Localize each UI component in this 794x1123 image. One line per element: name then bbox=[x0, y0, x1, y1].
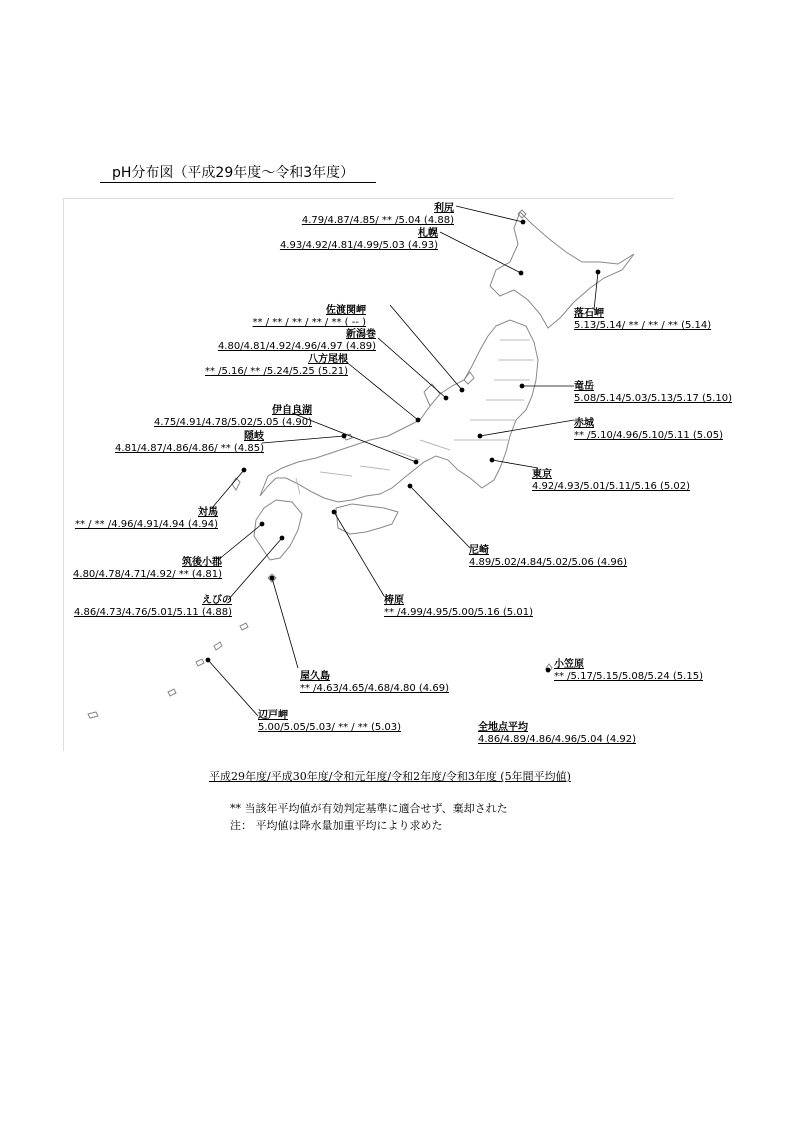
station-name: 利尻 bbox=[434, 203, 454, 214]
station-name: 筑後小郡 bbox=[182, 557, 222, 568]
station-ijira bbox=[154, 405, 312, 429]
station-values: ** /4.63/4.65/4.68/4.80 (4.69) bbox=[300, 683, 449, 694]
station-name: 新潟巻 bbox=[346, 329, 376, 340]
station-name: 伊自良湖 bbox=[272, 405, 312, 416]
station-values: 4.81/4.87/4.86/4.86/ ** (4.85) bbox=[115, 443, 264, 454]
station-akagi bbox=[574, 418, 723, 442]
station-values: 5.00/5.05/5.03/ ** / ** (5.03) bbox=[258, 722, 402, 733]
station-values: ** /5.17/5.15/5.08/5.24 (5.15) bbox=[554, 671, 703, 682]
station-values: 4.75/4.91/4.78/5.02/5.05 (4.90) bbox=[153, 417, 312, 428]
station-values: 4.89/5.02/4.84/5.02/5.06 (4.96) bbox=[469, 557, 628, 568]
station-values: 4.92/4.93/5.01/5.11/5.16 (5.02) bbox=[532, 481, 691, 492]
station-name: 小笠原 bbox=[554, 659, 584, 670]
station-name: 隠岐 bbox=[244, 431, 264, 442]
station-rishiri bbox=[302, 203, 454, 227]
station-name: 尼崎 bbox=[469, 545, 489, 556]
station-values: 4.86/4.89/4.86/4.96/5.04 (4.92) bbox=[478, 734, 637, 745]
station-all-average bbox=[478, 722, 636, 746]
station-niigata bbox=[218, 329, 376, 353]
station-values: 4.86/4.73/4.76/5.01/5.11 (4.88) bbox=[73, 607, 232, 618]
station-name: 赤城 bbox=[574, 418, 594, 429]
station-amagasaki bbox=[469, 545, 627, 569]
kyushu-outline bbox=[254, 500, 302, 560]
station-values: 4.79/4.87/4.85/ ** /5.04 (4.88) bbox=[301, 215, 454, 226]
station-name: 東京 bbox=[532, 469, 552, 480]
station-name: 札幌 bbox=[418, 228, 438, 239]
station-name: 屋久島 bbox=[300, 671, 330, 682]
leader-lines bbox=[206, 206, 600, 716]
station-name: 梼原 bbox=[384, 595, 404, 606]
note-weighted-average: 注： 平均値は降水量加重平均により求めた bbox=[230, 819, 443, 832]
sado-island bbox=[464, 372, 474, 384]
shikoku-outline bbox=[336, 504, 398, 534]
station-values: 5.13/5.14/ ** / ** / ** (5.14) bbox=[574, 320, 712, 331]
noto-peninsula bbox=[424, 384, 440, 406]
station-name: 対馬 bbox=[198, 507, 218, 518]
station-name: 落石岬 bbox=[574, 308, 604, 319]
station-sado bbox=[253, 305, 366, 329]
station-values: 5.08/5.14/5.03/5.13/5.17 (5.10) bbox=[574, 393, 733, 404]
station-name: 八方尾根 bbox=[308, 354, 348, 365]
station-tsushima bbox=[75, 507, 218, 531]
station-ogasawara bbox=[554, 659, 703, 683]
station-name: 佐渡関岬 bbox=[326, 305, 366, 316]
station-yakushima bbox=[300, 671, 449, 695]
station-tappi bbox=[574, 381, 732, 405]
note-rejected: ** 当該年平均値が有効判定基準に適合せず、棄却された bbox=[230, 802, 508, 815]
station-chikugo bbox=[73, 557, 222, 581]
station-values: 4.80/4.81/4.92/4.96/4.97 (4.89) bbox=[217, 341, 376, 352]
station-sapporo bbox=[280, 228, 438, 252]
page-title: pH分布図（平成29年度～令和3年度） bbox=[100, 164, 376, 183]
japan-outline bbox=[88, 210, 634, 718]
station-name: 全地点平均 bbox=[478, 722, 528, 733]
station-values: ** /4.99/4.95/5.00/5.16 (5.01) bbox=[384, 607, 533, 618]
station-name: えびの bbox=[202, 595, 232, 606]
station-yusuhara bbox=[384, 595, 533, 619]
station-name: 辺戸岬 bbox=[258, 710, 288, 721]
station-name: 竜岳 bbox=[574, 381, 594, 392]
station-ebino bbox=[74, 595, 232, 619]
station-values: ** / ** /4.96/4.91/4.94 (4.94) bbox=[74, 519, 218, 530]
station-values: ** /5.16/ ** /5.24/5.25 (5.21) bbox=[204, 366, 348, 377]
ryukyu-islands bbox=[88, 623, 248, 718]
station-hedo bbox=[258, 710, 401, 734]
station-values: 4.80/4.78/4.71/4.92/ ** (4.81) bbox=[73, 569, 222, 580]
station-oki bbox=[115, 431, 264, 455]
station-happo bbox=[205, 354, 348, 378]
station-tokyo bbox=[532, 469, 690, 493]
station-values: 4.93/4.92/4.81/4.99/5.03 (4.93) bbox=[279, 240, 438, 251]
legend-caption: 平成29年度/平成30年度/令和元年度/令和2年度/令和3年度 (5年間平均値) bbox=[209, 770, 571, 783]
station-values: ** /5.10/4.96/5.10/5.11 (5.05) bbox=[574, 430, 723, 441]
station-values: ** / ** / ** / ** / ** ( -- ) bbox=[252, 317, 366, 328]
station-ochiishi bbox=[574, 308, 711, 332]
